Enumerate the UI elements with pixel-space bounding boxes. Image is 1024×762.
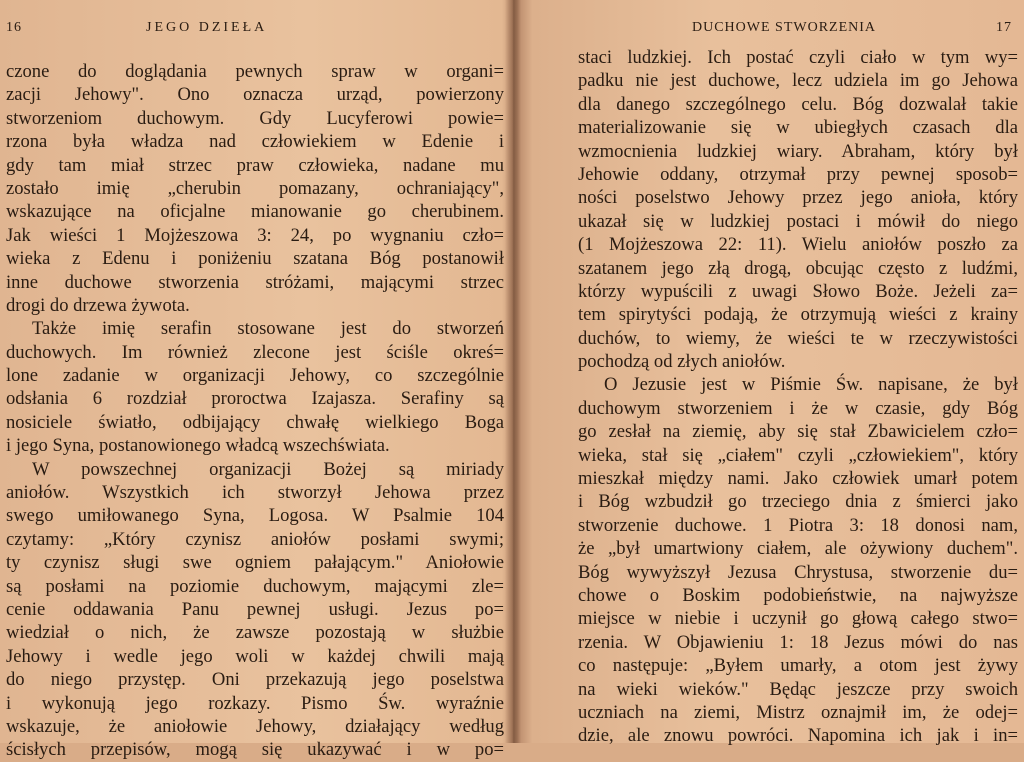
text-line: którzy wypuścili z uwagi Słowo Boże. Jeżeli za= bbox=[578, 280, 1018, 302]
text-line: wskazujące na oficjalne mianowanie go cherubinem. bbox=[6, 201, 504, 223]
text-line: W powszechnej organizacji Bożej są miriady bbox=[32, 458, 504, 480]
running-head: JEGO DZIEŁA bbox=[146, 20, 268, 35]
text-line: rzenia. W Objawieniu 1: 18 Jezus mówi do nas bbox=[578, 631, 1018, 653]
text-line: i Bóg wzbudził go trzeciego dnia z śmierci jako bbox=[578, 491, 1018, 513]
text-line: drogi do drzewa żywota. bbox=[6, 294, 190, 316]
page-body-text bbox=[6, 60, 504, 762]
left-page bbox=[0, 0, 512, 761]
text-line: pochodzą od złych aniołów. bbox=[578, 351, 786, 373]
text-line: Jehowy i wedle jego woli w każdej chwili mają bbox=[6, 645, 504, 667]
text-line: stworzenie duchowe. 1 Piotra 3: 18 donosi nam, bbox=[578, 514, 1018, 536]
text-line: aniołów. Wszystkich ich stworzył Jehowa przez bbox=[6, 482, 504, 504]
text-line: odsłania 6 rozdział proroctwa Izajasza. Serafiny są bbox=[6, 388, 504, 410]
text-line: wzmocnienia ludzkiej wiary. Abraham, który był bbox=[578, 140, 1018, 162]
page-body-text bbox=[578, 46, 1018, 748]
text-line: są posłami na poziomie duchowym, mającymi zle= bbox=[6, 575, 504, 597]
text-line: nosiciele światło, odbijający chwałę wielkiego Boga bbox=[6, 411, 504, 433]
text-line: do niego przystęp. Oni przekazują jego poselstwa bbox=[6, 669, 504, 691]
text-line: ścisłych przepisów, mogą się ukazywać i w po= bbox=[6, 739, 504, 761]
text-line: duchowych. Im również zlecone jest ściśle okreś= bbox=[6, 341, 504, 363]
text-line: dla danego szczególnego celu. Bóg dozwalał takie bbox=[578, 93, 1018, 115]
text-line: padku nie jest duchowe, lecz udziela im go Jehowa bbox=[578, 70, 1018, 92]
text-line: tem spirytyści podają, że otrzymują wieści z krainy bbox=[578, 304, 1018, 326]
text-line: ukazał się w ludzkiej postaci i mówił do niego bbox=[578, 210, 1018, 232]
text-line: ty czynisz sługi swe ogniem pałającym." Aniołowie bbox=[6, 552, 504, 574]
text-line: Także imię serafin stosowane jest do stworzeń bbox=[32, 318, 504, 340]
text-line: O Jezusie jest w Piśmie Św. napisane, że był bbox=[604, 374, 1018, 396]
page-number: 16 bbox=[6, 20, 22, 35]
text-line: szatanem jego złą drogą, obcując często z ludźmi, bbox=[578, 257, 1018, 279]
text-line: wieka, stał się „ciałem" czyli „człowiekiem", który bbox=[578, 444, 1018, 466]
text-line: duchów, to wiemy, że wieści te w rzeczywistości bbox=[578, 327, 1018, 349]
text-line: duchowym stworzeniem i że w czasie, gdy Bóg bbox=[578, 397, 1018, 419]
text-line: Jehowie oddany, otrzymał przy pewnej sposob= bbox=[578, 163, 1018, 185]
text-line: ności poselstwo Jehowy przez jego anioła, który bbox=[578, 187, 1018, 209]
text-line: stworzeniom duchowym. Gdy Lucyferowi powie= bbox=[6, 107, 504, 129]
text-line: materializowanie się w ubiegłych czasach dla bbox=[578, 117, 1018, 139]
text-line: czone do doglądania pewnych spraw w organi= bbox=[6, 61, 504, 82]
text-line: na wieki wieków." Będąc jeszcze przy swoich bbox=[578, 678, 1018, 700]
text-line: mieszkał między nami. Jako człowiek umarł potem bbox=[578, 468, 1018, 490]
text-line: co następuje: „Byłem umarły, a otom jest żywy bbox=[578, 655, 1018, 677]
text-line: rzona była władza nad człowiekiem w Edenie i bbox=[6, 131, 504, 153]
text-line: go zesłał na ziemię, aby się stał Zbawicielem czło= bbox=[578, 421, 1018, 443]
text-line: czytamy: „Który czynisz aniołów posłami swymi; bbox=[6, 528, 504, 550]
text-line: wskazuje, że aniołowie Jehowy, działający według bbox=[6, 715, 504, 737]
text-line: że „był umartwiony ciałem, ale ożywiony duchem". bbox=[578, 538, 1018, 560]
running-head: DUCHOWE STWORZENIA bbox=[692, 20, 877, 35]
text-line: cenie oddawania Panu pewnej usługi. Jezus po= bbox=[6, 598, 504, 620]
text-line: Jak wieści 1 Mojżeszowa 3: 24, po wygnaniu czło= bbox=[6, 224, 504, 246]
text-line: (1 Mojżeszowa 22: 11). Wielu aniołów poszło za bbox=[578, 234, 1018, 256]
text-line: inne duchowe stworzenia stróżami, mającymi strzec bbox=[6, 271, 504, 293]
text-line: zostało imię „cherubin pomazany, ochraniający", bbox=[6, 177, 504, 199]
page-number: 17 bbox=[996, 20, 1012, 35]
text-line: dzie, ale znowu powróci. Napomina ich jak i in= bbox=[578, 725, 1018, 747]
text-line: gdy tam miał strzec praw człowieka, nadane mu bbox=[6, 154, 504, 176]
text-line: wiedział o nich, że zawsze pozostają w służbie bbox=[6, 622, 504, 644]
text-line: swego umiłowanego Syna, Logosa. W Psalmie 104 bbox=[6, 505, 504, 527]
text-line: zacji Jehowy". Ono oznacza urząd, powierzony bbox=[6, 84, 504, 106]
text-line: staci ludzkiej. Ich postać czyli ciało w tym wy= bbox=[578, 47, 1018, 68]
text-line: i jego Syna, postanowionego władcą wszechświata. bbox=[6, 435, 390, 457]
text-line: wieka z Edenu i poniżeniu szatana Bóg postanowił bbox=[6, 248, 504, 270]
text-line: lone zadanie w organizacji Jehowy, co szczególnie bbox=[6, 365, 504, 387]
text-line: chowe o Boskim podobieństwie, na najwyższe bbox=[578, 584, 1018, 606]
text-line: miejsce w niebie i uczynił go głową całego stwo= bbox=[578, 608, 1018, 630]
text-line: uczniach na ziemi, Mistrz oznajmił im, że odej= bbox=[578, 701, 1018, 723]
text-line: Bóg wywyższył Jezusa Chrystusa, stworzenie du= bbox=[578, 561, 1018, 583]
right-page bbox=[514, 0, 1024, 747]
text-line: i wykonują jego rozkazy. Pismo Św. wyraźnie bbox=[6, 692, 504, 714]
